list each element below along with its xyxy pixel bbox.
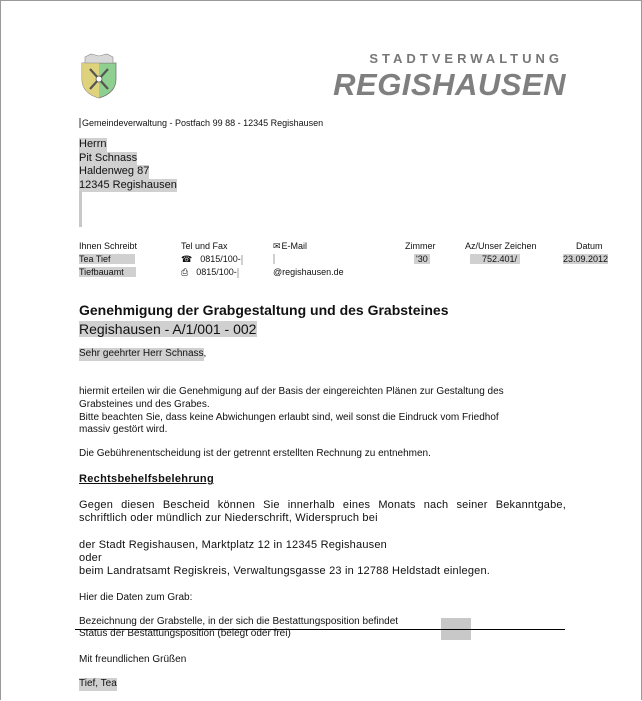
ref-header-telfax: Tel und Fax (181, 241, 228, 251)
phone-icon: ☎ (181, 254, 193, 264)
body-line: Bitte beachten Sie, dass keine Abwichungen erlaubt sind, weil sonst die Eindruck vom Friedhof (79, 411, 499, 423)
ref-date-value: 23.09.2012 (563, 254, 609, 264)
recipient-city: 12345 Regishausen (79, 178, 177, 191)
recipient-salutation: Herrn (79, 138, 107, 150)
ref-fax (181, 267, 239, 278)
ref-date (563, 254, 608, 264)
legal-option-city: der Stadt Regishausen, Marktplatz 12 in 12345 Regishausen (79, 539, 387, 551)
ref-header-email (273, 241, 307, 252)
ref-room-value: '30 (416, 254, 428, 264)
ref-header-writer: Ihnen Schreibt (79, 241, 138, 251)
body-line: massiv gestört wird. (79, 424, 168, 436)
legal-text (79, 499, 566, 525)
ref-email (273, 267, 344, 277)
grave-field-status: Status der Bestattungsposition (belegt oder frei) (79, 628, 291, 639)
subject-reference: Regishausen - A/1/001 - 002 (79, 321, 257, 337)
legal-options (79, 539, 566, 578)
legal-option-district: beim Landratsamt Regiskreis, Verwaltungsgasse 23 in 12788 Heldstadt einlegen. (79, 565, 491, 577)
ref-header-az: Az/Unser Zeichen (465, 241, 537, 251)
legal-or: oder (79, 552, 102, 564)
ref-name (79, 254, 135, 264)
envelope-icon: ✉ (273, 241, 281, 251)
coat-of-arms-icon (79, 53, 119, 99)
header-town-name: REGISHAUSEN (333, 67, 566, 102)
ref-email-value: @regishausen.de (273, 267, 344, 277)
legal-heading: Rechtsbehelfsbelehrung (79, 473, 214, 485)
legal-line: schriftlich oder mündlich zur Niederschrift, Widerspruch bei (79, 512, 378, 524)
ref-header-room: Zimmer (405, 241, 436, 251)
fax-icon: ⎙ (181, 267, 189, 277)
body-line: hiermit erteilen wir die Genehmigung auf der Basis der eingereichten Plänen zur Gestaltung des (79, 386, 504, 397)
greeting-punct: , (203, 348, 207, 359)
body-paragraph-1 (79, 386, 569, 437)
subject-title: Genehmigung der Grabgestaltung und des Grabsteines (79, 302, 449, 318)
ref-az-value: 752.401/ (470, 254, 520, 264)
ref-fax-value: 0815/100- (196, 267, 237, 277)
greeting-name: Sehr geehrter Herr Schnass (79, 348, 204, 359)
ref-department (79, 267, 136, 277)
legal-line: Gegen diesen Bescheid können Sie innerhalb eines Monats nach seiner Bekanntgabe, (79, 499, 566, 511)
ref-header-email-label: E-Mail (281, 241, 308, 251)
signer (79, 678, 569, 691)
ref-az (470, 254, 520, 264)
ref-department-value: Tiefbauamt (79, 267, 136, 277)
closing: Mit freundlichen Grüßen (79, 654, 187, 665)
recipient-address (79, 138, 177, 192)
grave-intro: Hier die Daten zum Grab: (79, 592, 193, 603)
recipient-street: Haldenweg 87 (79, 165, 150, 177)
body-paragraph-2: Die Gebührenentscheidung ist der getrennt erstellten Rechnung zu entnehmen. (79, 448, 431, 459)
grave-field-location: Bezeichnung der Grabstelle, in der sich die Bestattungsposition befindet (79, 616, 399, 627)
ref-header-date: Datum (576, 241, 603, 251)
ref-phone (181, 254, 243, 265)
signer-name: Tief, Tea (79, 678, 117, 689)
greeting (79, 348, 569, 361)
ref-name-value: Tea Tief (79, 254, 135, 264)
header-department: STADTVERWALTUNG (369, 51, 563, 66)
ref-room (414, 254, 430, 264)
recipient-name: Pit Schnass (79, 151, 138, 164)
body-line: Grabsteines und des Grabes. (79, 398, 210, 410)
sender-line: Gemeindeverwaltung - Postfach 99 88 - 12345 Regishausen (79, 118, 323, 128)
ref-phone-value: 0815/100- (200, 254, 241, 264)
ref-email-marker (273, 254, 275, 266)
address-field-marker (79, 191, 82, 227)
